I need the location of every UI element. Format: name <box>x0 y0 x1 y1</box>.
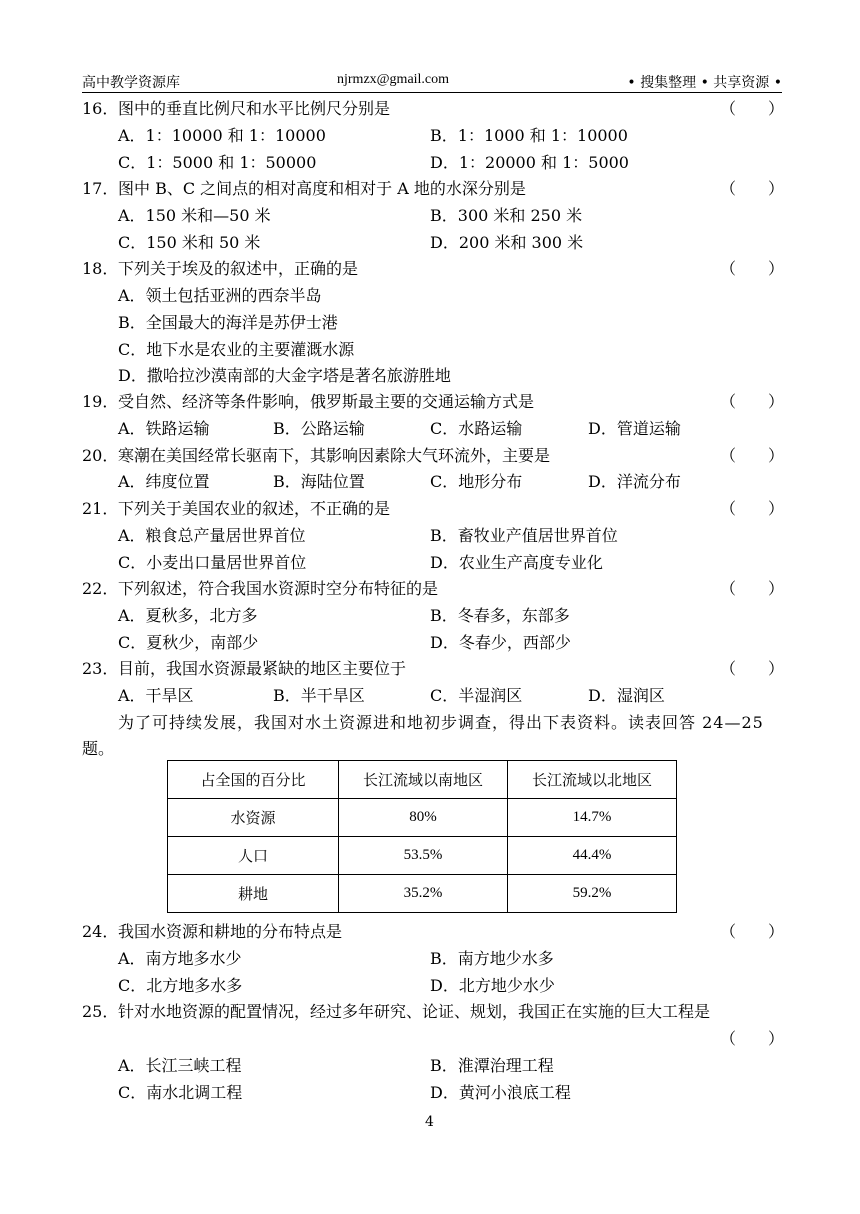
option: B．畜牧业产值居世界首位 <box>430 526 618 545</box>
resource-table <box>167 760 677 913</box>
option: D．冬春少，西部少 <box>430 633 571 652</box>
option: A．干旱区 <box>118 686 194 705</box>
answer-blank: （ ） <box>720 259 785 278</box>
answer-blank: （ ） <box>720 1029 785 1048</box>
option: D．洋流分布 <box>588 472 681 491</box>
page-number: 4 <box>425 1114 434 1130</box>
option: D．北方地少水少 <box>430 976 555 995</box>
option: B．南方地少水多 <box>430 949 554 968</box>
option: A．长江三峡工程 <box>118 1056 242 1075</box>
question-number: 16． <box>82 99 119 118</box>
header-left: 高中教学资源库 <box>82 75 180 91</box>
question-number: 22． <box>82 579 119 598</box>
answer-blank: （ ） <box>720 99 785 118</box>
option: A．纬度位置 <box>118 472 210 491</box>
option: D．湿润区 <box>588 686 665 705</box>
question-number: 17． <box>82 179 119 198</box>
question-text: 我国水资源和耕地的分布特点是 <box>118 922 343 941</box>
question-number: 18． <box>82 259 119 278</box>
table-cell: 水资源 <box>168 799 339 837</box>
option: D．黄河小浪底工程 <box>430 1083 571 1102</box>
question-number: 20． <box>82 446 119 465</box>
answer-blank: （ ） <box>720 499 785 518</box>
option: C．南水北调工程 <box>118 1083 243 1102</box>
table-row <box>168 799 677 837</box>
option: B．海陆位置 <box>273 472 365 491</box>
table-header-cell: 占全国的百分比 <box>168 761 339 799</box>
option: B．全国最大的海洋是苏伊士港 <box>118 313 338 332</box>
option: A．铁路运输 <box>118 419 210 438</box>
option: B．公路运输 <box>273 419 365 438</box>
table-cell: 59.2% <box>508 875 677 913</box>
option: C．1：5000 和 1：50000 <box>118 153 317 172</box>
question-text: 图中 B、C 之间点的相对高度和相对于 A 地的水深分别是 <box>118 179 526 198</box>
page-header <box>82 70 782 93</box>
table-row <box>168 875 677 913</box>
table-cell: 80% <box>339 799 508 837</box>
question-number: 21． <box>82 499 119 518</box>
option: C．地形分布 <box>430 472 523 491</box>
table-intro-cont: 题。 <box>82 739 115 758</box>
header-right: • 搜集整理 • 共享资源 • <box>627 75 782 91</box>
option: A．粮食总产量居世界首位 <box>118 526 306 545</box>
answer-blank: （ ） <box>720 659 785 678</box>
option: C．地下水是农业的主要灌溉水源 <box>118 340 355 359</box>
option: A．150 米和—50 米 <box>118 206 271 225</box>
option: D．农业生产高度专业化 <box>430 553 603 572</box>
table-header-cell: 长江流域以南地区 <box>339 761 508 799</box>
option: A．1：10000 和 1：10000 <box>118 126 326 145</box>
table-cell: 53.5% <box>339 837 508 875</box>
answer-blank: （ ） <box>720 179 785 198</box>
option: C．北方地多水多 <box>118 976 243 995</box>
table-cell: 耕地 <box>168 875 339 913</box>
question-text: 图中的垂直比例尺和水平比例尺分别是 <box>118 99 391 118</box>
option: A．南方地多水少 <box>118 949 242 968</box>
option: B．300 米和 250 米 <box>430 206 583 225</box>
option: A．领土包括亚洲的西奈半岛 <box>118 286 322 305</box>
question-number: 23． <box>82 659 119 678</box>
question-text: 目前，我国水资源最紧缺的地区主要位于 <box>118 659 407 678</box>
table-header-cell: 长江流域以北地区 <box>508 761 677 799</box>
table-row <box>168 837 677 875</box>
option: D．200 米和 300 米 <box>430 233 584 252</box>
question-number: 19． <box>82 392 119 411</box>
option: C．夏秋少，南部少 <box>118 633 259 652</box>
option: C．150 米和 50 米 <box>118 233 261 252</box>
table-cell: 人口 <box>168 837 339 875</box>
table-cell: 14.7% <box>508 799 677 837</box>
table-cell: 44.4% <box>508 837 677 875</box>
question-number: 25． <box>82 1002 119 1021</box>
table-intro: 为了可持续发展，我国对水土资源进和地初步调查，得出下表资料。读表回答 24—25 <box>118 713 764 732</box>
question-number: 24． <box>82 922 119 941</box>
question-text: 下列关于埃及的叙述中，正确的是 <box>118 259 359 278</box>
option: C．小麦出口量居世界首位 <box>118 553 307 572</box>
option: C．半湿润区 <box>430 686 523 705</box>
option: B．半干旱区 <box>273 686 365 705</box>
question-text: 下列叙述，符合我国水资源时空分布特征的是 <box>118 579 439 598</box>
option: D．撒哈拉沙漠南部的大金字塔是著名旅游胜地 <box>118 366 451 385</box>
option: D．管道运输 <box>588 419 681 438</box>
option: B．冬春多，东部多 <box>430 606 570 625</box>
table-cell: 35.2% <box>339 875 508 913</box>
answer-blank: （ ） <box>720 922 785 941</box>
question-text: 受自然、经济等条件影响，俄罗斯最主要的交通运输方式是 <box>118 392 535 411</box>
option: C．水路运输 <box>430 419 523 438</box>
question-text: 下列关于美国农业的叙述，不正确的是 <box>118 499 391 518</box>
answer-blank: （ ） <box>720 446 785 465</box>
header-email: njrmzx@gmail.com <box>337 72 450 87</box>
answer-blank: （ ） <box>720 392 785 411</box>
option: B．淮潭治理工程 <box>430 1056 554 1075</box>
question-text: 针对水地资源的配置情况，经过多年研究、论证、规划，我国正在实施的巨大工程是 <box>118 1002 711 1021</box>
answer-blank: （ ） <box>720 579 785 598</box>
option: B．1：1000 和 1：10000 <box>430 126 628 145</box>
option: D．1：20000 和 1：5000 <box>430 153 629 172</box>
question-text: 寒潮在美国经常长驱南下，其影响因素除大气环流外，主要是 <box>118 446 551 465</box>
table-header-row <box>168 761 677 799</box>
option: A．夏秋多，北方多 <box>118 606 258 625</box>
